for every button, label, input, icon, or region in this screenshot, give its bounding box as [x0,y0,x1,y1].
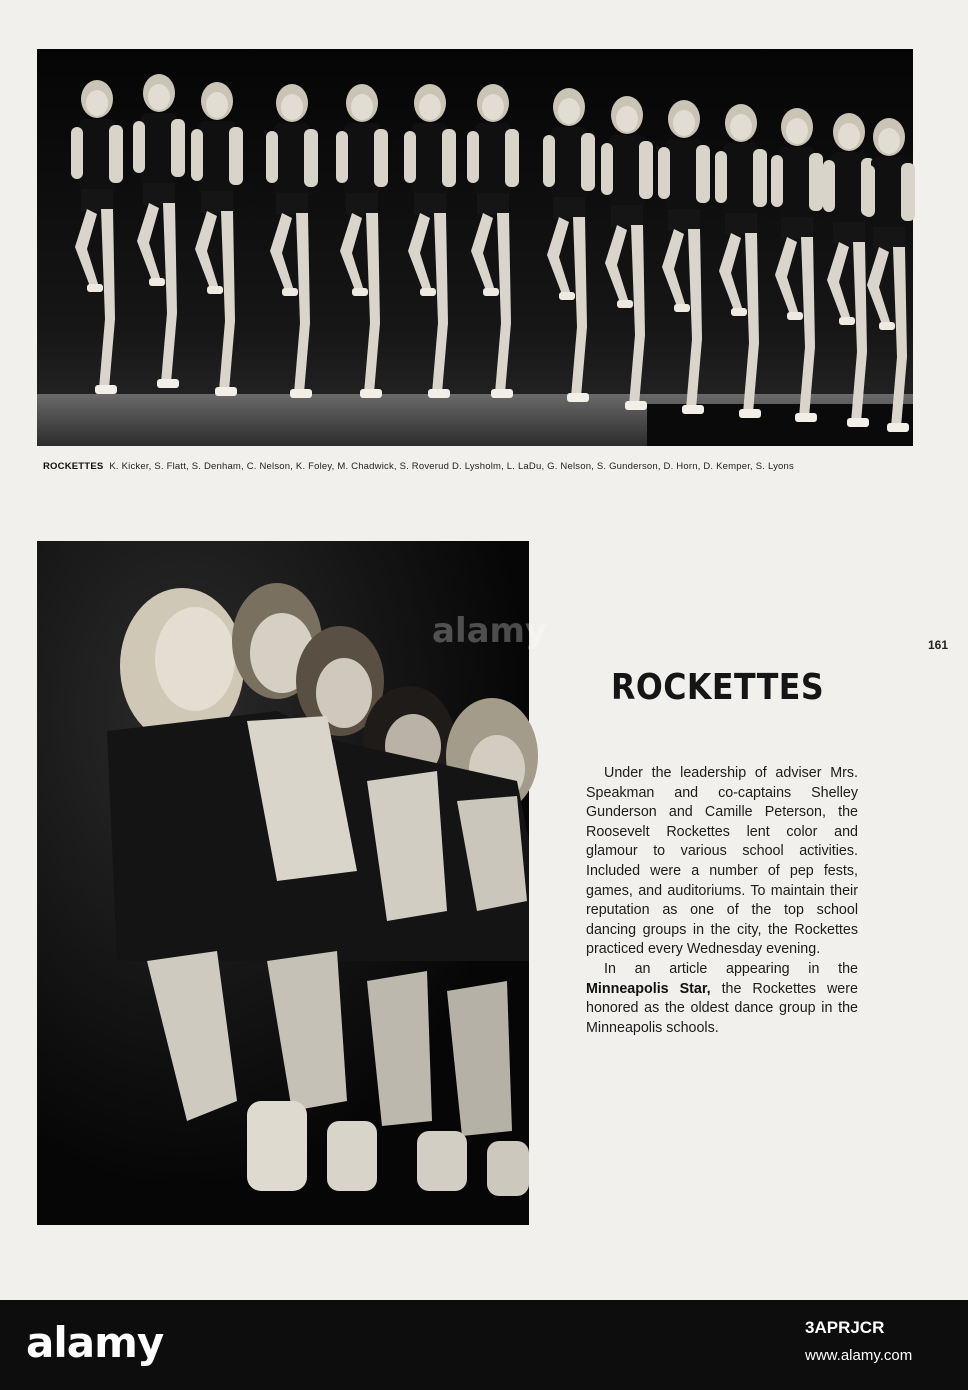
watermark: alamy [432,611,548,651]
alamy-logo: alamy [26,1318,164,1367]
image-id: 3APRJCR [805,1318,885,1337]
caption-names: K. Kicker, S. Flatt, S. Denham, C. Nelson, K. Foley, M. Chadwick, S. Roverud D. Lysholm, L. LaDu, G. Nelson, S. Gunderson, D. Horn, D. Kemper, S. Lyons [109,461,794,472]
rockettes-closeup-photo [37,541,548,1225]
article-body [586,764,858,1038]
photo-caption [43,461,919,472]
site-url: www.alamy.com [805,1347,913,1364]
page-number: 161 [928,638,949,652]
stock-footer-bar [0,1300,968,1390]
article-paragraph-2 [586,960,858,1038]
kickline-illustration [37,49,913,446]
newspaper-name: Minneapolis Star, [586,980,711,997]
rockettes-line-photo [37,49,913,446]
article-paragraph-1: Under the leadership of adviser Mrs. Speakman and co-captains Shelley Gunderson and Camille Peterson, the Roosevelt Rockettes lent color and glamour to various school activities. Included were a number of pep fests, games, and auditoriums. To maintain their reputation as one of the top school dancing groups in the city, the Rockettes practiced every Wednesday evening. [586,765,858,958]
page-title: ROCKETTES [611,667,825,708]
caption-label: ROCKETTES [43,461,104,472]
article-paragraph-2-suffix: the Rockettes were honored as the oldest dance group in the Minneapolis schools. [586,980,858,1036]
article-paragraph-2-prefix: In an article appearing in the [604,960,858,977]
